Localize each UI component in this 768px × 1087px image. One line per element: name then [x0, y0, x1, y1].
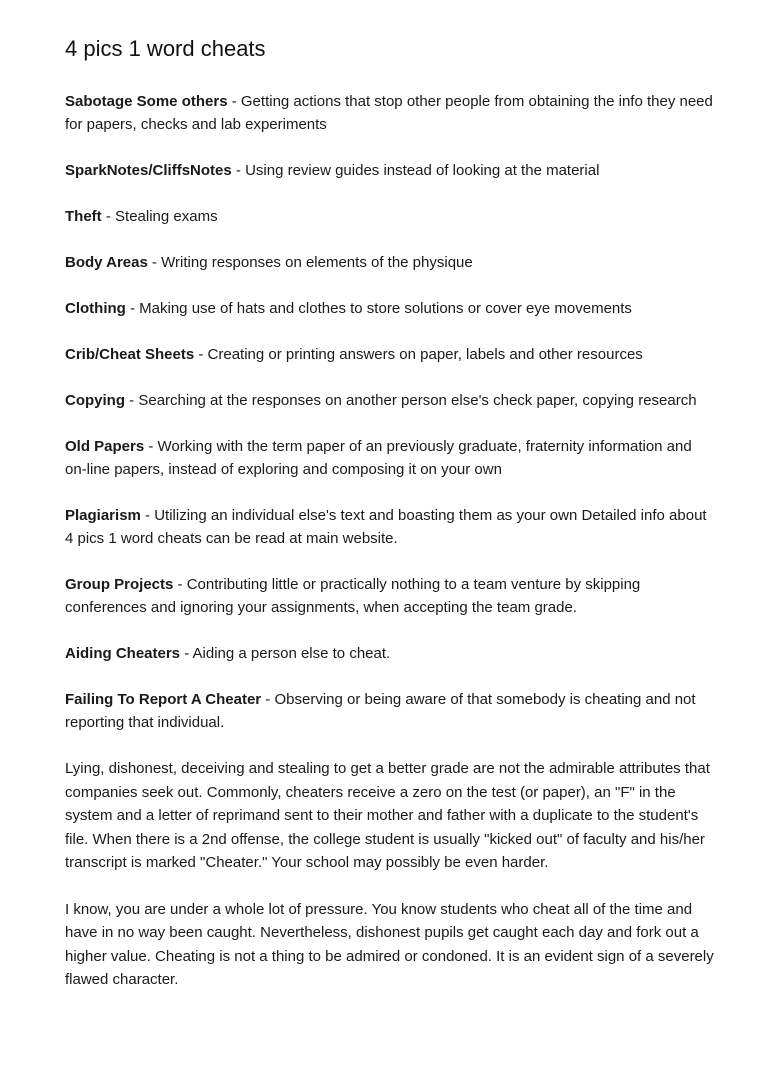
entry-description: Using review guides instead of looking at the material — [245, 162, 600, 179]
entry-separator: - — [173, 576, 187, 593]
entry-term: Failing To Report A Cheater — [65, 691, 262, 708]
entry-description: Contributing little or practically nothing to a team venture by skipping conferences and ignoring your assignments, when accepting the team grade. — [65, 576, 641, 616]
entry-separator: - — [147, 254, 162, 271]
entry-term: Clothing — [65, 300, 126, 317]
entry-separator: - — [125, 392, 139, 409]
entry-item — [65, 435, 715, 481]
entry-term: Plagiarism — [65, 507, 141, 524]
entry-term: Group Projects — [65, 576, 174, 593]
entry-separator: - — [125, 300, 140, 317]
entry-item — [65, 688, 715, 734]
entry-description: Observing or being aware of that somebody is cheating and not reporting that individual. — [65, 691, 696, 731]
entry-item — [65, 90, 715, 136]
entry-item — [65, 205, 715, 228]
entry-separator: - — [144, 438, 158, 455]
entry-item — [65, 297, 715, 320]
entry-term: Aiding Cheaters — [65, 645, 181, 662]
entry-separator: - — [231, 162, 246, 179]
entry-term: SparkNotes/CliffsNotes — [65, 162, 232, 179]
entry-description: Getting actions that stop other people from obtaining the info they need for papers, checks and lab experiments — [65, 93, 713, 133]
entry-description: Working with the term paper of an previously graduate, fraternity information and on-line papers, instead of exploring and composing it on your own — [65, 438, 692, 478]
entry-description: Utilizing an individual else's text and boasting them as your own Detailed info about 4 pics 1 word cheats can be read at main website. — [65, 507, 707, 547]
entry-description: Creating or printing answers on paper, labels and other resources — [207, 346, 643, 363]
entry-term: Crib/Cheat Sheets — [65, 346, 195, 363]
body-paragraph: I know, you are under a whole lot of pressure. You know students who cheat all of the time and have in no way been caught. Nevertheless, dishonest pupils get caught each day and fork out a higher value. Cheating is not a thing to be admired or condoned. It is an evident sign of a severely flawed character. — [65, 900, 714, 988]
document-page — [65, 34, 715, 1015]
entry-item — [65, 389, 715, 412]
entry-term: Body Areas — [65, 254, 148, 271]
entry-term: Sabotage Some others — [65, 93, 228, 110]
entry-description: Searching at the responses on another person else's check paper, copying research — [138, 392, 697, 409]
entry-item — [65, 504, 715, 550]
entry-description: Stealing exams — [115, 208, 218, 225]
entry-separator: - — [194, 346, 208, 363]
body-paragraph: Lying, dishonest, deceiving and stealing to get a better grade are not the admirable attributes that companies seek out. Commonly, cheaters receive a zero on the test (or paper), an "F" in the system and a letter of reprimand sent to their mother and father with a duplicate to the student's file. When there is a 2nd offense, the college student is usually "kicked out" of faculty and his/her transcript is marked "Cheater." Your school may possibly be even harder. — [65, 760, 710, 871]
entry-description: Writing responses on elements of the physique — [161, 254, 473, 271]
entry-separator: - — [101, 208, 116, 225]
entry-separator: - — [227, 93, 241, 110]
entry-item — [65, 159, 715, 182]
entry-term: Copying — [65, 392, 125, 409]
entry-term: Theft — [65, 208, 102, 225]
entry-term: Old Papers — [65, 438, 145, 455]
entry-item — [65, 573, 715, 619]
entry-separator: - — [180, 645, 193, 662]
entry-description: Aiding a person else to cheat. — [192, 645, 391, 662]
entry-item — [65, 251, 715, 274]
entry-separator: - — [261, 691, 275, 708]
entry-description: Making use of hats and clothes to store solutions or cover eye movements — [139, 300, 632, 317]
entry-separator: - — [140, 507, 155, 524]
document-title: 4 pics 1 word cheats — [65, 36, 266, 61]
entry-item — [65, 343, 715, 366]
entry-item — [65, 642, 715, 665]
